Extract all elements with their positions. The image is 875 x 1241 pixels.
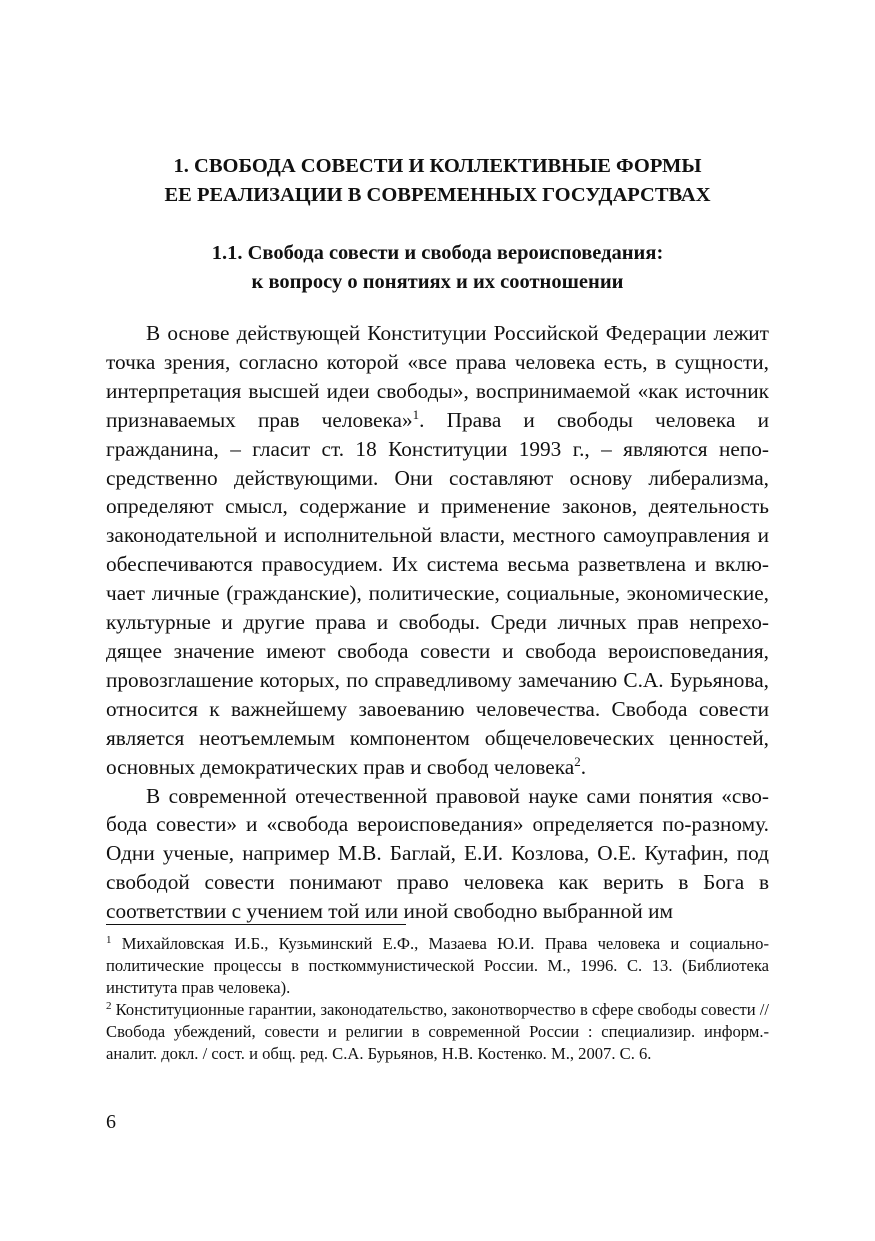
footnote-reference: 2 — [574, 753, 581, 769]
footnote-reference: 1 — [412, 406, 420, 422]
footnote-text: Конституционные гарантии, законодательство, законотворчество в сфере свободы совести // Свобода убеждений, совести и религии в современной России : специализир. информ.-аналит. докл. / сост. и общ. ред. С.А. Бурьянов, Н.В. Костенко. М., 2007. С. 6. — [106, 1000, 769, 1063]
footnote-mark: 1 — [106, 934, 112, 946]
paragraph — [106, 319, 769, 782]
paragraph-text: . Права и свободы человека и гражданина, – гласит ст. 18 Конституции 1993 г., – являются непосредственно действующими. Они составляют основу либерализма, определяют смысл, содержание и применение законов, деятельность законодательной и исполнительной власти, местного самоуправления и обеспечиваются правосудием. Их система весьма разветвлена и включает личные (гражданские), политические, социальные, экономические, культурные и другие права и свободы. Среди личных прав непреходящее значение имеют свобода совести и свобода вероисповедания, провозглашение которых, по справедливому замечанию С.А. Бурьянова, относится к важнейшему завоеванию человечества. Свобода совести является неотъемлемым компонентом общечеловеческих ценностей, основных демократических прав и свобод человека — [106, 407, 769, 779]
paragraph-text: . — [580, 754, 587, 779]
body-text — [106, 319, 769, 926]
chapter-title — [106, 152, 769, 210]
footnote — [106, 933, 769, 999]
footnote — [106, 999, 769, 1065]
page-number: 6 — [106, 1111, 116, 1133]
chapter-title-line-2: ЕЕ РЕАЛИЗАЦИИ В СОВРЕМЕННЫХ ГОСУДАРСТВАХ — [164, 184, 711, 206]
footnote-divider — [106, 924, 406, 925]
paragraph-text: В основе действующей Конституции Российской Федерации лежит точка зрения, согласно которой «все права человека есть, в сущности, интерпретация высшей идеи свободы», воспринимаемой «как источник признаваемых прав человека» — [106, 321, 769, 432]
section-title-line-1: 1.1. Свобода совести и свобода вероисповедания: — [211, 242, 664, 264]
section-title-line-2: к вопросу о понятиях и их соотношении — [251, 271, 624, 293]
footnote-text: Михайловская И.Б., Кузьминский Е.Ф., Мазаева Ю.И. Права человека и социально-политические процессы в посткоммунистической России. М., 1996. С. 13. (Библиотека института прав человека). — [106, 934, 769, 997]
footnotes — [106, 933, 769, 1065]
chapter-title-line-1: 1. СВОБОДА СОВЕСТИ И КОЛЛЕКТИВНЫЕ ФОРМЫ — [173, 155, 702, 177]
paragraph-text: В современной отечественной правовой науке сами понятия «свобода совести» и «свобода вероисповедания» определяется по-разному. Одни ученые, например М.В. Баглай, Е.И. Козлова, О.Е. Кутафин, под свободой совести понимают право человека как верить в Бога в соответствии с учением той или иной свободно выбранной им — [106, 783, 769, 924]
footnote-mark: 2 — [106, 1000, 112, 1012]
section-title — [106, 239, 769, 297]
paragraph — [106, 782, 769, 927]
